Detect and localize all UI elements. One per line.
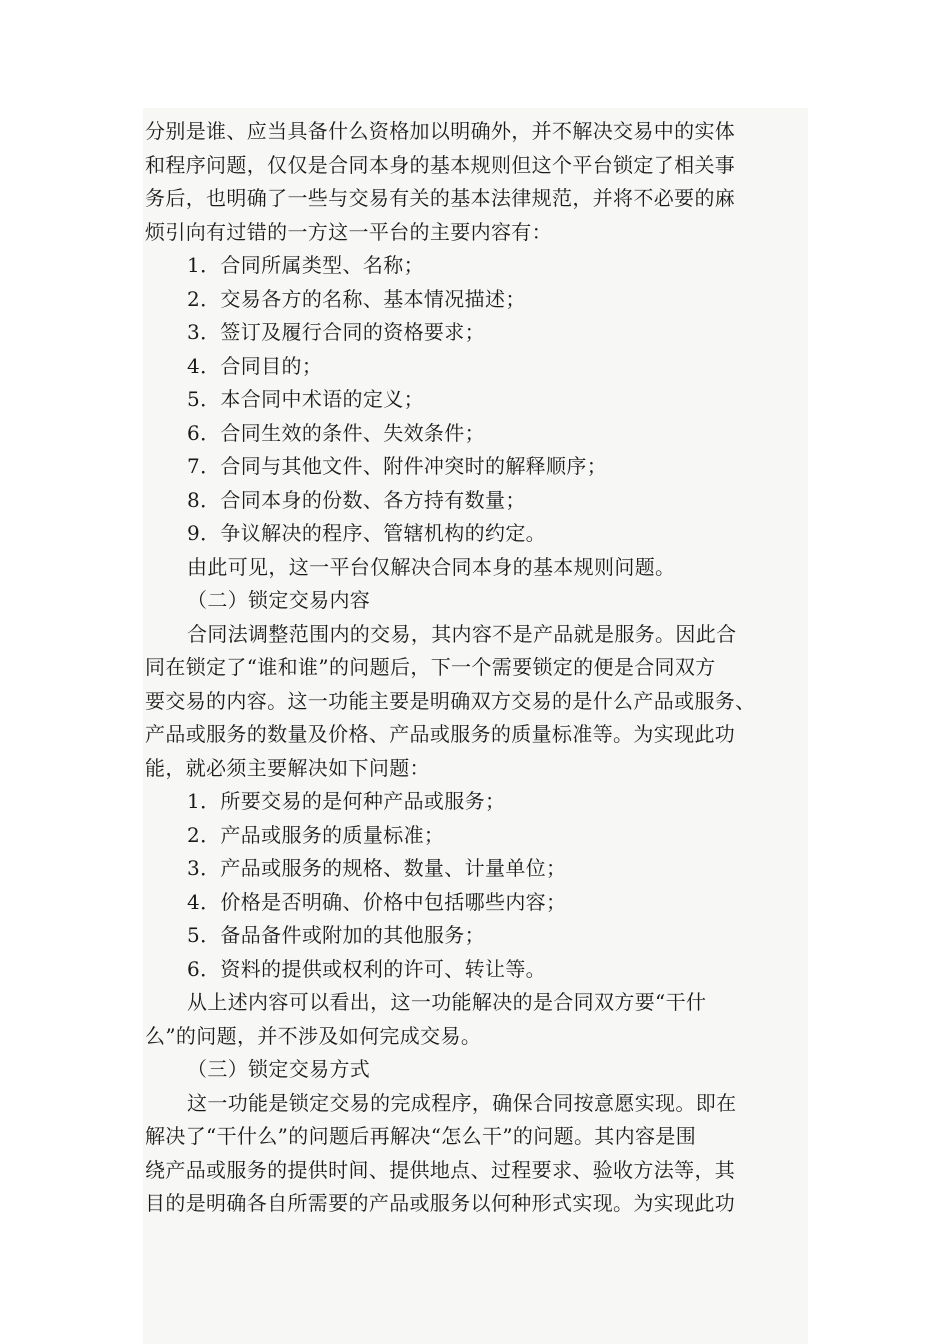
text-line: 4．价格是否明确、价格中包括哪些内容；	[187, 889, 567, 914]
text-line: 绕产品或服务的提供时间、提供地点、过程要求、验收方法等，其	[145, 1157, 736, 1182]
text-line: （三）锁定交易方式	[187, 1057, 371, 1081]
text-line: 能，就必须主要解决如下问题：	[145, 755, 430, 780]
text-line: 1．所要交易的是何种产品或服务；	[187, 789, 506, 813]
text-line: 务后，也明确了一些与交易有关的基本法律规范，并将不必要的麻	[145, 186, 736, 210]
text-line: 烦引向有过错的一方这一平台的主要内容有：	[145, 219, 552, 244]
text-line: 从上述内容可以看出，这一功能解决的是合同双方要“干什	[187, 990, 707, 1014]
text-line: 4．合同目的；	[187, 353, 323, 378]
text-line: 7．合同与其他文件、附件冲突时的解释顺序；	[187, 454, 608, 478]
text-line: （二）锁定交易内容	[187, 588, 371, 612]
text-line: 2．交易各方的名称、基本情况描述；	[187, 286, 526, 311]
text-line: 3．产品或服务的规格、数量、计量单位；	[187, 856, 567, 880]
text-line: 1．合同所属类型、名称；	[187, 253, 424, 277]
text-line: 5．本合同中术语的定义；	[187, 387, 424, 411]
document-body	[145, 115, 825, 1221]
text-line: 解决了“干什么”的问题后再解决“怎么干”的问题。其内容是围	[145, 1124, 697, 1148]
text-line: 么”的问题，并不涉及如何完成交易。	[145, 1023, 482, 1048]
text-line: 要交易的内容。这一功能主要是明确双方交易的是什么产品或服务、	[145, 688, 756, 713]
text-line: 8．合同本身的份数、各方持有数量；	[187, 487, 526, 512]
text-line: 由此可见，这一平台仅解决合同本身的基本规则问题。	[187, 554, 676, 579]
text-line: 和程序问题，仅仅是合同本身的基本规则但这个平台锁定了相关事	[145, 152, 736, 177]
text-line: 目的是明确各自所需要的产品或服务以何种形式实现。为实现此功	[145, 1191, 736, 1215]
text-line: 同在锁定了“谁和谁”的问题后，下一个需要锁定的便是合同双方	[145, 655, 716, 679]
text-line: 这一功能是锁定交易的完成程序，确保合同按意愿实现。即在	[187, 1090, 737, 1115]
text-line: 9．争议解决的程序、管辖机构的约定。	[187, 521, 547, 545]
text-line: 产品或服务的数量及价格、产品或服务的质量标准等。为实现此功	[145, 722, 736, 746]
text-line: 5．备品备件或附加的其他服务；	[187, 923, 485, 947]
text-line: 6．合同生效的条件、失效条件；	[187, 420, 485, 445]
text-line: 3．签订及履行合同的资格要求；	[187, 320, 485, 344]
text-line: 分别是谁、应当具备什么资格加以明确外，并不解决交易中的实体	[145, 119, 736, 143]
text-line: 2．产品或服务的质量标准；	[187, 822, 445, 847]
text-line: 合同法调整范围内的交易，其内容不是产品就是服务。因此合	[187, 621, 737, 646]
text-line: 6．资料的提供或权利的许可、转让等。	[187, 956, 547, 981]
